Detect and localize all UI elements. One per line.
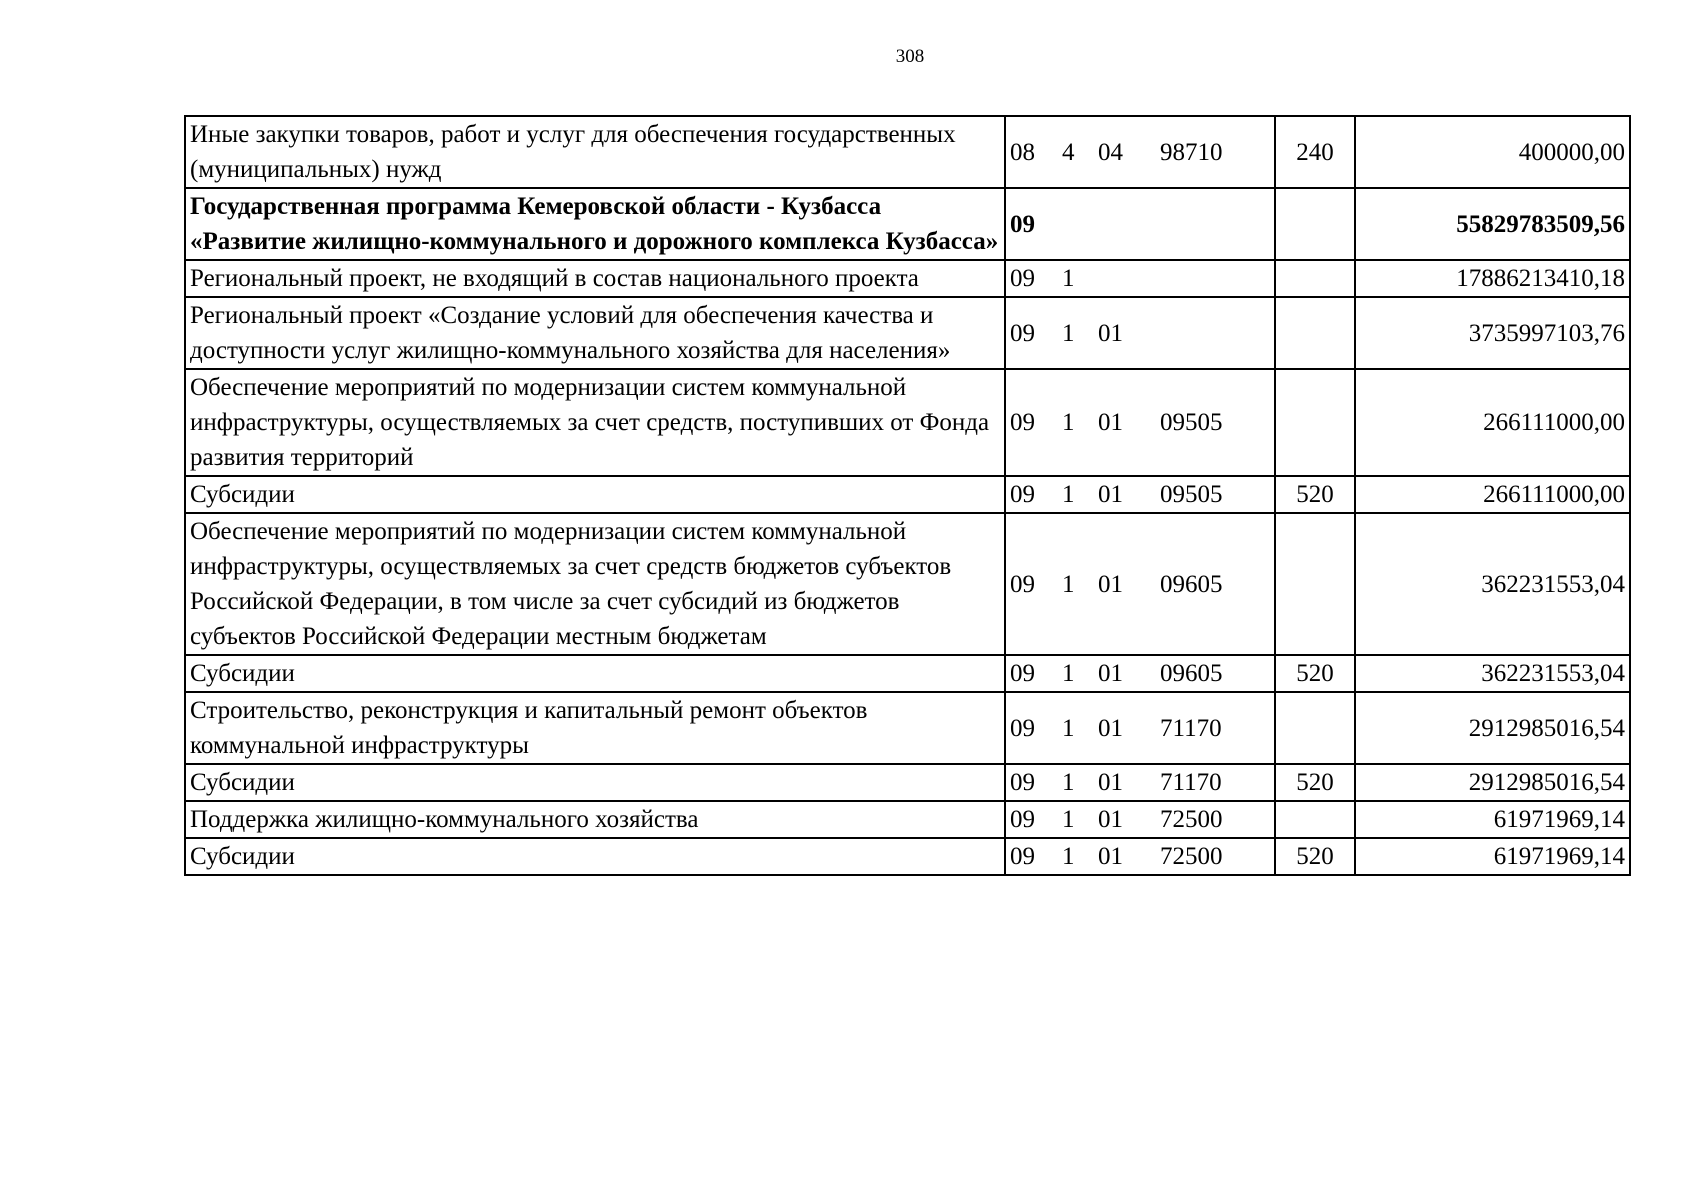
row-code-cell	[1005, 764, 1275, 801]
row-sum-cell: 362231553,04	[1355, 655, 1630, 692]
row-code-cell	[1005, 260, 1275, 297]
code-part: 01	[1098, 481, 1123, 508]
code-part: 01	[1098, 409, 1123, 436]
code-part: 1	[1062, 265, 1075, 292]
code-part: 09	[1010, 210, 1035, 238]
row-code-cell	[1005, 513, 1275, 655]
row-name-cell: Субсидии	[185, 655, 1005, 692]
row-name-cell: Иные закупки товаров, работ и услуг для обеспечения государственных (муниципальных) нужд	[185, 116, 1005, 188]
row-sum-cell: 55829783509,56	[1355, 188, 1630, 260]
code-part: 1	[1062, 319, 1075, 347]
code-part: 72500	[1160, 843, 1223, 870]
row-sum-cell: 61971969,14	[1355, 801, 1630, 838]
row-name-cell: Обеспечение мероприятий по модернизации систем коммунальной инфраструктуры, осуществляемых за счет средств бюджетов субъектов Российской Федерации, в том числе за счет субсидий из бюджетов субъектов Российской Федерации местным бюджетам	[185, 513, 1005, 655]
code-part: 09	[1010, 481, 1035, 508]
row-expense-type-cell: 520	[1275, 838, 1355, 875]
row-sum-cell: 61971969,14	[1355, 838, 1630, 875]
code-part: 09	[1010, 570, 1035, 598]
row-name-cell: Субсидии	[185, 764, 1005, 801]
table-row	[185, 369, 1630, 476]
code-part: 09605	[1160, 570, 1223, 598]
table-row	[185, 188, 1630, 260]
code-part: 08	[1010, 138, 1035, 166]
row-expense-type-cell	[1275, 801, 1355, 838]
code-part: 09	[1010, 769, 1035, 796]
code-part: 98710	[1160, 138, 1223, 166]
table-row	[185, 297, 1630, 369]
page-number: 308	[895, 46, 925, 67]
row-expense-type-cell	[1275, 369, 1355, 476]
code-part: 01	[1098, 570, 1123, 598]
row-name-cell: Региональный проект, не входящий в состав национального проекта	[185, 260, 1005, 297]
row-expense-type-cell	[1275, 513, 1355, 655]
row-code-cell	[1005, 188, 1275, 260]
code-part: 09605	[1160, 660, 1223, 687]
code-part: 1	[1062, 806, 1075, 833]
code-part: 1	[1062, 843, 1075, 870]
code-part: 09505	[1160, 481, 1223, 508]
row-expense-type-cell	[1275, 692, 1355, 764]
code-part: 72500	[1160, 806, 1223, 833]
code-part: 1	[1062, 481, 1075, 508]
code-part: 09	[1010, 319, 1035, 347]
code-part: 01	[1098, 769, 1123, 796]
row-sum-cell: 2912985016,54	[1355, 764, 1630, 801]
row-sum-cell: 3735997103,76	[1355, 297, 1630, 369]
table-row	[185, 260, 1630, 297]
code-part: 09	[1010, 660, 1035, 687]
row-code-cell	[1005, 297, 1275, 369]
code-part: 1	[1062, 409, 1075, 436]
row-expense-type-cell: 240	[1275, 116, 1355, 188]
code-part: 1	[1062, 660, 1075, 687]
row-code-cell	[1005, 476, 1275, 513]
row-code-cell	[1005, 655, 1275, 692]
row-code-cell	[1005, 692, 1275, 764]
row-sum-cell: 266111000,00	[1355, 369, 1630, 476]
table-row	[185, 476, 1630, 513]
row-sum-cell: 266111000,00	[1355, 476, 1630, 513]
table-row	[185, 764, 1630, 801]
row-name-cell: Обеспечение мероприятий по модернизации систем коммунальной инфраструктуры, осуществляемых за счет средств, поступивших от Фонда развития территорий	[185, 369, 1005, 476]
row-code-cell	[1005, 369, 1275, 476]
code-part: 01	[1098, 843, 1123, 870]
table-row	[185, 116, 1630, 188]
row-name-cell: Субсидии	[185, 838, 1005, 875]
row-expense-type-cell: 520	[1275, 655, 1355, 692]
row-name-cell: Строительство, реконструкция и капитальный ремонт объектов коммунальной инфраструктуры	[185, 692, 1005, 764]
row-sum-cell: 362231553,04	[1355, 513, 1630, 655]
row-expense-type-cell	[1275, 297, 1355, 369]
row-code-cell	[1005, 801, 1275, 838]
row-code-cell	[1005, 116, 1275, 188]
row-name-cell: Поддержка жилищно-коммунального хозяйства	[185, 801, 1005, 838]
code-part: 09505	[1160, 409, 1223, 436]
row-code-cell	[1005, 838, 1275, 875]
table-row	[185, 655, 1630, 692]
code-part: 71170	[1160, 714, 1222, 742]
code-part: 71170	[1160, 769, 1222, 796]
budget-table-body	[185, 116, 1630, 875]
row-expense-type-cell: 520	[1275, 476, 1355, 513]
code-part: 1	[1062, 769, 1075, 796]
table-row	[185, 801, 1630, 838]
row-name-cell: Государственная программа Кемеровской области - Кузбасса «Развитие жилищно-коммунального и дорожного комплекса Кузбасса»	[185, 188, 1005, 260]
table-row	[185, 513, 1630, 655]
budget-table	[184, 115, 1631, 876]
code-part: 01	[1098, 806, 1123, 833]
code-part: 1	[1062, 714, 1075, 742]
row-name-cell: Региональный проект «Создание условий для обеспечения качества и доступности услуг жилищно-коммунального хозяйства для населения»	[185, 297, 1005, 369]
row-sum-cell: 17886213410,18	[1355, 260, 1630, 297]
code-part: 09	[1010, 806, 1035, 833]
code-part: 09	[1010, 265, 1035, 292]
code-part: 4	[1062, 138, 1075, 166]
code-part: 09	[1010, 409, 1035, 436]
row-expense-type-cell	[1275, 260, 1355, 297]
row-name-cell: Субсидии	[185, 476, 1005, 513]
code-part: 01	[1098, 660, 1123, 687]
row-expense-type-cell	[1275, 188, 1355, 260]
code-part: 01	[1098, 714, 1123, 742]
code-part: 04	[1098, 138, 1123, 166]
table-row	[185, 692, 1630, 764]
row-sum-cell: 2912985016,54	[1355, 692, 1630, 764]
code-part: 09	[1010, 714, 1035, 742]
row-sum-cell: 400000,00	[1355, 116, 1630, 188]
table-row	[185, 838, 1630, 875]
code-part: 09	[1010, 843, 1035, 870]
row-expense-type-cell: 520	[1275, 764, 1355, 801]
code-part: 1	[1062, 570, 1075, 598]
code-part: 01	[1098, 319, 1123, 347]
